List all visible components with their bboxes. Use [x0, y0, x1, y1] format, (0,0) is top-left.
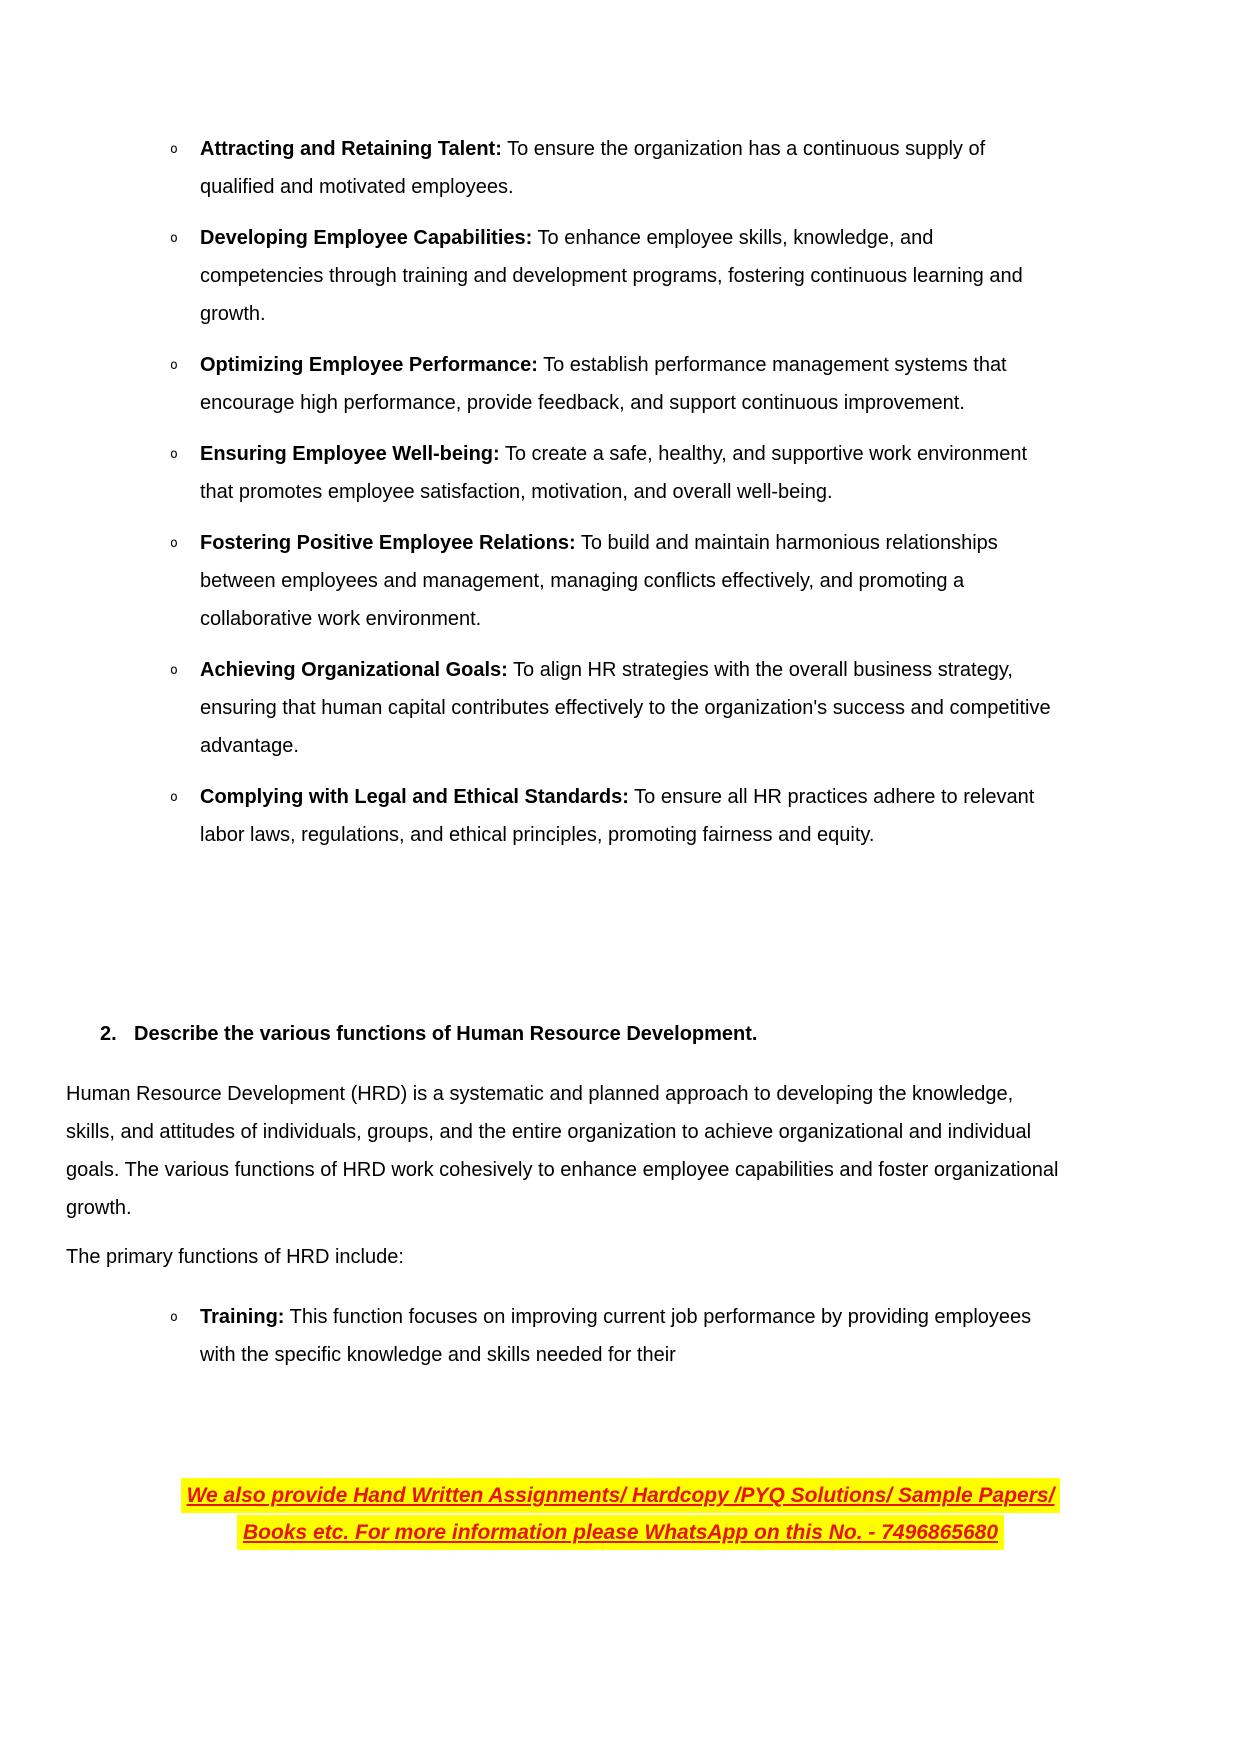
- footer-promo: [0, 1478, 1241, 1552]
- question-text: Describe the various functions of Human Resource Development.: [134, 1023, 758, 1045]
- list-item: [66, 651, 1059, 765]
- list-item: [66, 219, 1059, 333]
- bullet-marker: o: [170, 447, 178, 462]
- bullet-marker: o: [170, 663, 178, 678]
- footer-line-2: Books etc. For more information please WhatsApp on this No. - 7496865680: [237, 1515, 1004, 1550]
- bullet-marker: o: [170, 142, 178, 157]
- objective-title: Attracting and Retaining Talent:: [200, 138, 502, 160]
- list-item: [66, 524, 1059, 638]
- objective-title: Developing Employee Capabilities:: [200, 227, 533, 249]
- objective-title: Achieving Organizational Goals:: [200, 659, 508, 681]
- objective-title: Optimizing Employee Performance:: [200, 354, 538, 376]
- objective-text: To create a safe, healthy, and supportive work environment that promotes employee satisfaction, motivation, and overall well-being.: [200, 443, 1028, 503]
- bullet-marker: o: [170, 1310, 178, 1325]
- list-item: [66, 778, 1059, 854]
- function-title: Training:: [200, 1306, 285, 1328]
- objective-text: To align HR strategies with the overall business strategy, ensuring that human capital contributes effectively to the organization's success and competitive advantage.: [200, 659, 1051, 757]
- hrd-functions-lead: The primary functions of HRD include:: [66, 1246, 404, 1268]
- objective-title: Complying with Legal and Ethical Standards:: [200, 786, 629, 808]
- list-item: [66, 346, 1059, 422]
- objective-title: Fostering Positive Employee Relations:: [200, 532, 576, 554]
- bullet-marker: o: [170, 358, 178, 373]
- bullet-marker: o: [170, 790, 178, 805]
- footer-row: [0, 1478, 1241, 1515]
- footer-line-1: We also provide Hand Written Assignments/ Hardcopy /PYQ Solutions/ Sample Papers/: [181, 1478, 1061, 1513]
- list-item: [66, 1298, 1059, 1374]
- objective-text: To ensure all HR practices adhere to relevant labor laws, regulations, and ethical principles, promoting fairness and equity.: [200, 786, 1035, 846]
- objective-title: Ensuring Employee Well-being:: [200, 443, 500, 465]
- objective-text: To build and maintain harmonious relationships between employees and management, managing conflicts effectively, and promoting a collaborative work environment.: [200, 532, 998, 630]
- objective-text: To enhance employee skills, knowledge, and competencies through training and development programs, fostering continuous learning and growth.: [200, 227, 1023, 325]
- list-item: [66, 130, 1059, 206]
- objective-text: To establish performance management systems that encourage high performance, provide feedback, and support continuous improvement.: [200, 354, 1007, 414]
- hr-objectives-list: [66, 130, 1059, 854]
- question-heading: [100, 1015, 1059, 1053]
- hrd-intro-paragraph: Human Resource Development (HRD) is a systematic and planned approach to developing the knowledge, skills, and attitudes of individuals, groups, and the entire organization to achieve organizational and individual goals. The various functions of HRD work cohesively to enhance employee capabilities and foster organizational growth.: [66, 1083, 1059, 1219]
- function-text: This function focuses on improving current job performance by providing employees with the specific knowledge and skills needed for their: [200, 1306, 1032, 1366]
- question-number: 2.: [100, 1023, 117, 1045]
- objective-text: To ensure the organization has a continuous supply of qualified and motivated employees.: [200, 138, 986, 198]
- list-item: [66, 435, 1059, 511]
- hrd-functions-list: [66, 1298, 1059, 1374]
- bullet-marker: o: [170, 231, 178, 246]
- spacer: [66, 867, 1059, 1015]
- footer-row: [0, 1515, 1241, 1552]
- bullet-marker: o: [170, 536, 178, 551]
